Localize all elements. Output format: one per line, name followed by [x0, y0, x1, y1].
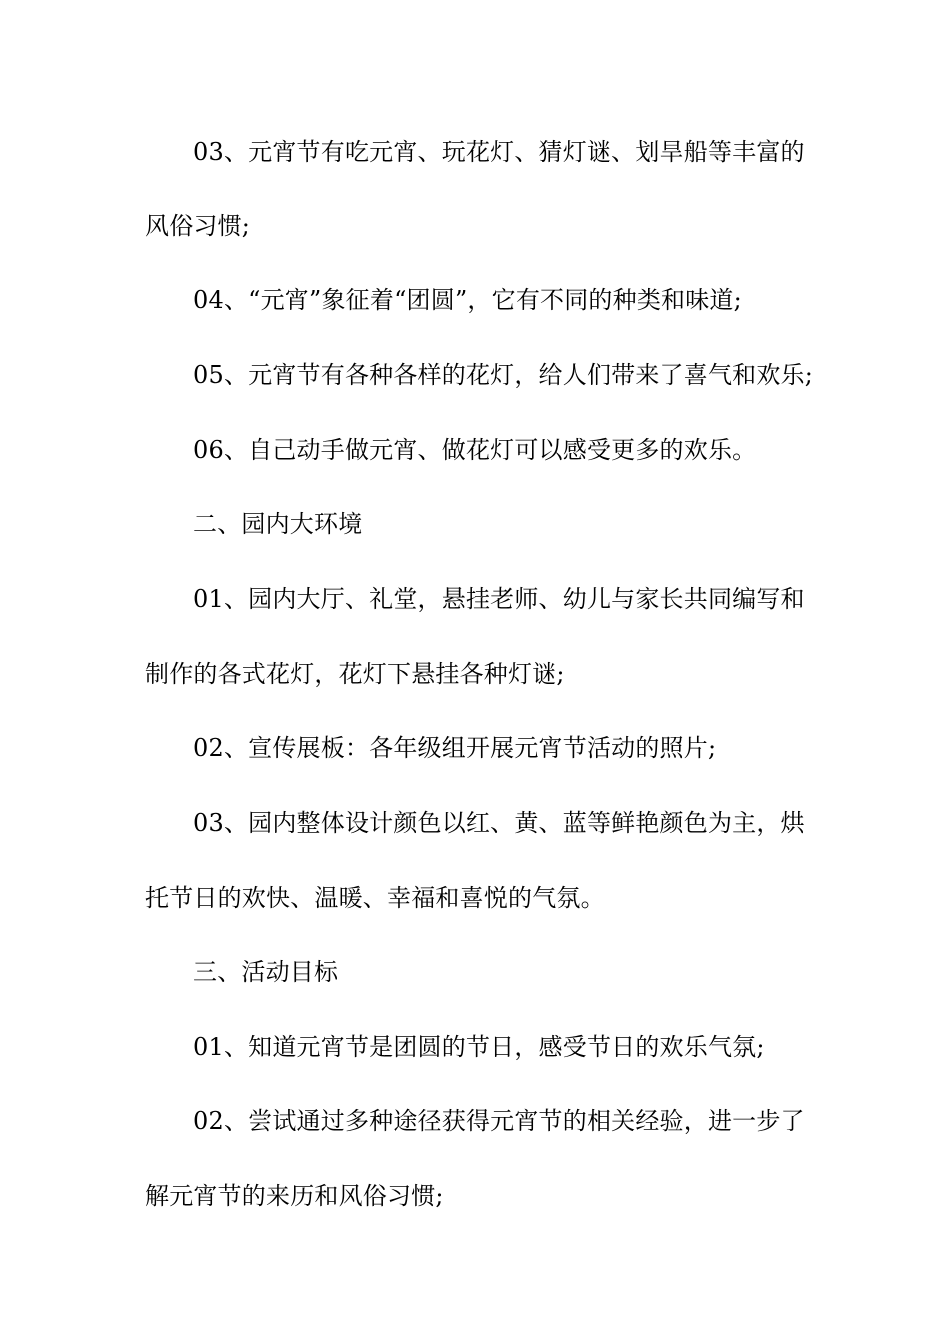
list-item-custom-06: 06、自己动手做元宵、做花灯可以感受更多的欢乐。 [193, 436, 757, 464]
list-item-env-02: 02、宣传展板：各年级组开展元宵节活动的照片; [193, 734, 717, 762]
list-item-env-03-cont: 托节日的欢快、温暖、幸福和喜悦的气氛。 [145, 884, 605, 912]
list-item-goal-01: 01、知道元宵节是团圆的节日，感受节日的欢乐气氛; [193, 1033, 765, 1061]
list-item-goal-02-cont: 解元宵节的来历和风俗习惯; [145, 1182, 444, 1210]
section-heading-environment: 二、园内大环境 [193, 510, 363, 538]
list-item-env-01-cont: 制作的各式花灯，花灯下悬挂各种灯谜; [145, 660, 565, 688]
list-item-env-03: 03、园内整体设计颜色以红、黄、蓝等鲜艳颜色为主，烘 [193, 809, 805, 837]
list-item-goal-02: 02、尝试通过多种途径获得元宵节的相关经验，进一步了 [193, 1107, 805, 1135]
list-item-custom-04: 04、“元宵”象征着“团圆”，它有不同的种类和味道; [193, 286, 742, 314]
list-item-custom-03: 03、元宵节有吃元宵、玩花灯、猜灯谜、划旱船等丰富的 [193, 138, 805, 166]
list-item-env-01: 01、园内大厅、礼堂，悬挂老师、幼儿与家长共同编写和 [193, 585, 805, 613]
list-item-custom-03-cont: 风俗习惯; [145, 212, 251, 240]
section-heading-goals: 三、活动目标 [193, 958, 339, 986]
list-item-custom-05: 05、元宵节有各种各样的花灯，给人们带来了喜气和欢乐; [193, 361, 814, 389]
